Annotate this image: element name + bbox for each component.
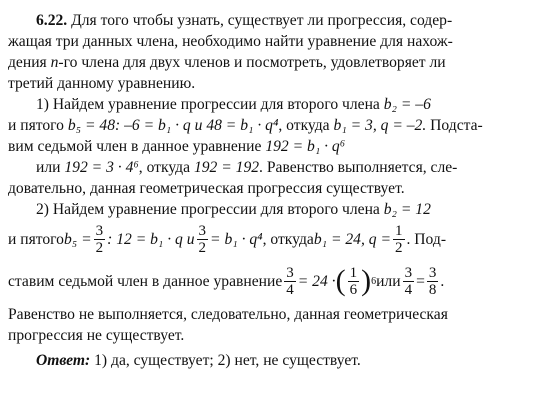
fraction: $\frac{3}{4}$ [404,264,413,298]
p3-line-4: Равенство не выполняется, следовательно, данная геометрическая [8,306,448,323]
answer-line [8,350,540,371]
p2-line-4: или 192 = 3 · 4⁶, откуда 192 = 192. Равенство выполняется, сле- [36,159,458,176]
right-paren: ) [361,264,372,297]
left-paren: ( [335,264,346,297]
p1-line-4: третий данному уравнению. [8,75,196,92]
p3-line-5: прогрессия не существует. [8,327,185,344]
fraction: $\frac{3}{2}$ [198,222,207,256]
answer-text: 1) да, существует; 2) нет, не существует. [90,352,361,369]
fraction: $\frac{1}{2}$ [395,222,403,256]
answer-label: Ответ: [36,352,91,369]
p2-line-3: вим седьмой член в данное уравнение 192 = b₁ · q⁶ [8,138,346,155]
problem-number: 6.22. [36,12,68,29]
exponent: 6 [371,275,377,287]
p1-line-3: дения n-го члена для двух членов и посмотреть, удовлетворяет ли [8,54,446,71]
p3-line-2: и пятого b₅ = $\frac{3}{2}$ : 12 = b₁ · q и $\frac{3}{2}$ = b₁ · q⁴ , откуда b₁ = 24, q = $\frac{1}{2}$ . Под- [8,222,447,256]
p2-line-1: 1) Найдем уравнение прогрессии для второго члена b₂ = –6 [36,96,431,113]
fraction: $\frac{3}{4}$ [286,264,294,298]
p3-line-1: 2) Найдем уравнение прогрессии для второго члена b₂ = 12 [36,201,431,218]
p3-line-3: ставим седьмой член в данное уравнение $\frac{3}{4}$ = 24 · ( $\frac{1}{6}$ ) 6 или $\frac{3}{4}$ = $\frac{3}{8}$ . [8,264,445,298]
p1-line-2: жащая три данных члена, необходимо найти уравнение для нахож- [8,33,453,50]
fraction: $\frac{1}{6}$ [349,264,358,298]
solution-text [8,10,540,371]
fraction: $\frac{3}{2}$ [95,222,104,256]
p2-line-2: и пятого b₅ = 48: –6 = b₁ · q и 48 = b₁ · q⁴, откуда b₁ = 3, q = –2. Подста- [8,117,483,134]
fraction: $\frac{3}{8}$ [428,264,437,298]
p2-line-5: довательно, данная геометрическая прогрессия существует. [8,180,405,197]
p1-line-1: 6.22. Для того чтобы узнать, существует ли прогрессия, содер- [36,12,453,29]
